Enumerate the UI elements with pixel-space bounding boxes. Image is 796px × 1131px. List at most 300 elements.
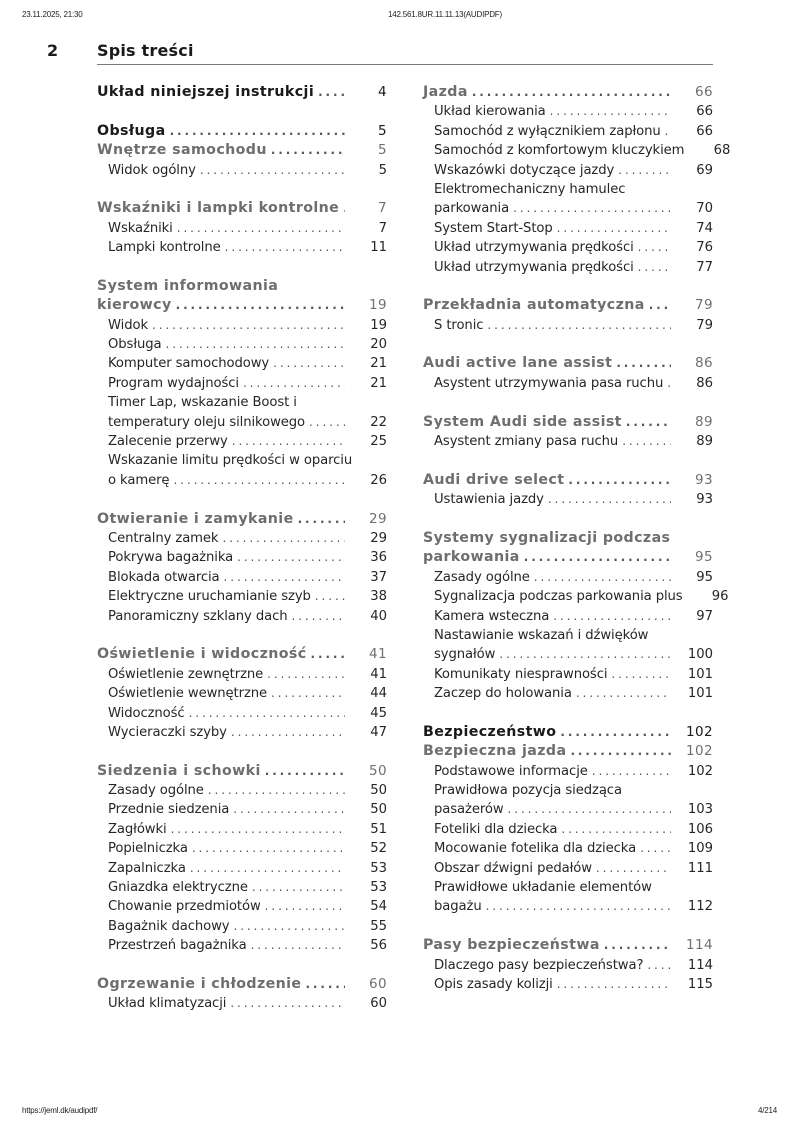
toc-leader-dots: [171, 820, 345, 839]
toc-entry-title: Program wydajności: [108, 375, 239, 391]
toc-section-entry[interactable]: [423, 413, 713, 432]
toc-entry-page: 101: [687, 666, 713, 682]
toc-entry-page: 54: [370, 899, 387, 915]
toc-entry-page: 7: [378, 200, 387, 217]
toc-item-entry[interactable]: [423, 102, 713, 121]
toc-leader-dots: [622, 432, 671, 451]
toc-entry-page: 51: [370, 821, 387, 837]
toc-entry-page: 77: [696, 259, 713, 275]
toc-entry-page: 7: [378, 220, 387, 236]
toc-item-entry[interactable]: [423, 180, 713, 199]
toc-entry-page: 44: [370, 686, 387, 702]
toc-entry-title: temperatury oleju silnikowego: [108, 414, 306, 430]
toc-item-entry[interactable]: [97, 820, 387, 839]
toc-section-entry[interactable]: [423, 83, 713, 102]
toc-leader-dots: [513, 199, 671, 218]
toc-entry-page: 100: [687, 647, 713, 663]
toc-entry-page: 36: [370, 550, 387, 566]
toc-entry-title: Układ kierowania: [434, 104, 546, 120]
toc-item-entry[interactable]: [97, 800, 387, 819]
toc-entry-page: 47: [370, 724, 387, 740]
toc-entry-title: Siedzenia i schowki: [97, 762, 261, 779]
toc-leader-dots: [557, 219, 671, 238]
toc-leader-dots: [550, 102, 671, 121]
toc-item-entry[interactable]: [97, 878, 387, 897]
toc-leader-dots: [318, 83, 345, 102]
toc-entry-title: Widok ogólny: [108, 162, 196, 178]
toc-entry-title: Blokada otwarcia: [108, 569, 220, 585]
toc-leader-dots: [232, 432, 345, 451]
toc-item-entry[interactable]: [97, 161, 387, 180]
toc-entry-title: Prawidłowe układanie elementów: [434, 880, 652, 896]
toc-entry-page: 96: [711, 589, 729, 605]
toc-item-entry[interactable]: [97, 684, 387, 703]
toc-entry-title: Gniazdka elektryczne: [108, 880, 248, 896]
toc-entry-page: 5: [378, 122, 387, 139]
toc-entry-title: Lampki kontrolne: [108, 240, 221, 256]
toc-item-entry[interactable]: [423, 878, 713, 897]
toc-entry-page: 45: [370, 705, 387, 721]
toc-leader-dots: [487, 316, 671, 335]
toc-section-entry[interactable]: [97, 510, 387, 529]
toc-entry-page: 22: [370, 414, 387, 430]
toc-entry-title: Wskazanie limitu prędkości w oparciu: [108, 453, 353, 469]
toc-spacer: [97, 742, 387, 761]
toc-entry-page: 114: [686, 937, 713, 954]
toc-entry-title: bagażu: [434, 899, 482, 915]
toc-left-column: [97, 83, 387, 1014]
toc-leader-dots: [499, 645, 671, 664]
toc-leader-dots: [553, 607, 671, 626]
toc-entry-page: 111: [687, 860, 713, 876]
toc-entry-title: Zaczep do holowania: [434, 686, 572, 702]
toc-item-entry[interactable]: [423, 975, 713, 994]
toc-entry-title: sygnałów: [434, 647, 496, 663]
toc-entry-page: 115: [687, 976, 713, 992]
toc-entry-title: o kamerę: [108, 472, 170, 488]
toc-item-entry[interactable]: [423, 587, 729, 606]
print-document-id: 142.561.8UR.11.11.13(AUDIPDF): [388, 10, 502, 19]
toc-leader-dots: [508, 800, 671, 819]
toc-entry-page: 79: [696, 317, 713, 333]
toc-item-entry[interactable]: [423, 568, 713, 587]
toc-entry-title: Widok: [108, 317, 148, 333]
toc-section-entry[interactable]: [423, 742, 713, 761]
toc-item-entry[interactable]: [97, 451, 387, 470]
toc-entry-title: pasażerów: [434, 802, 504, 818]
toc-leader-dots: [298, 510, 345, 529]
toc-item-entry[interactable]: [423, 956, 713, 975]
toc-entry-title: Pokrywa bagażnika: [108, 550, 234, 566]
toc-leader-dots: [176, 296, 345, 315]
toc-spacer: [423, 335, 713, 354]
toc-leader-dots: [252, 878, 345, 897]
toc-entry-title: Komputer samochodowy: [108, 356, 270, 372]
toc-leader-dots: [224, 568, 345, 587]
toc-entry-title: parkowania: [423, 549, 520, 566]
toc-item-entry[interactable]: [423, 141, 731, 160]
toc-item-entry[interactable]: [97, 548, 387, 567]
toc-section-entry[interactable]: [97, 762, 387, 781]
toc-section-entry[interactable]: [97, 277, 387, 296]
toc-leader-dots: [243, 374, 345, 393]
print-url[interactable]: https://jeml.dk/audipdf/: [22, 1106, 98, 1115]
toc-section-entry[interactable]: [97, 645, 387, 664]
toc-spacer: [97, 956, 387, 975]
toc-item-entry[interactable]: [423, 897, 713, 916]
toc-leader-dots: [557, 975, 671, 994]
toc-entry-page: 60: [369, 975, 387, 992]
toc-entry-page: 50: [370, 783, 387, 799]
toc-entry-page: 21: [370, 356, 387, 372]
toc-spacer: [423, 393, 713, 412]
toc-entry-page: 52: [370, 841, 387, 857]
toc-item-entry[interactable]: [97, 607, 387, 626]
toc-leader-dots: [237, 548, 345, 567]
toc-section-entry[interactable]: [423, 471, 713, 490]
toc-leader-dots: [618, 161, 671, 180]
toc-entry-title: Podstawowe informacje: [434, 763, 588, 779]
toc-entry-title: System Audi side assist: [423, 413, 622, 430]
toc-entry-title: Obsługa: [108, 337, 162, 353]
toc-leader-dots: [665, 122, 671, 141]
toc-leader-dots: [273, 354, 345, 373]
toc-leader-dots: [271, 141, 345, 160]
toc-entry-title: Asystent zmiany pasa ruchu: [434, 434, 619, 450]
toc-entry-title: Panoramiczny szklany dach: [108, 608, 288, 624]
toc-item-entry[interactable]: [97, 316, 387, 335]
toc-leader-dots: [165, 335, 345, 354]
toc-leader-dots: [267, 665, 345, 684]
toc-leader-dots: [548, 490, 671, 509]
toc-spacer: [423, 917, 713, 936]
toc-leader-dots: [592, 762, 671, 781]
toc-item-entry[interactable]: [423, 839, 713, 858]
toc-entry-page: 50: [370, 802, 387, 818]
toc-item-entry[interactable]: [423, 665, 713, 684]
toc-item-entry[interactable]: [423, 607, 713, 626]
toc-entry-title: Zagłówki: [108, 821, 167, 837]
toc-entry-title: Wskaźniki i lampki kontrolne: [97, 200, 340, 217]
toc-entry-page: 102: [686, 723, 713, 740]
toc-entry-title: Foteliki dla dziecka: [434, 821, 558, 837]
toc-leader-dots: [315, 587, 345, 606]
toc-entry-page: 19: [369, 297, 387, 314]
toc-leader-dots: [231, 723, 345, 742]
toc-entry-page: 103: [687, 802, 713, 818]
toc-entry-title: S tronic: [434, 317, 484, 333]
toc-spacer: [97, 102, 387, 121]
toc-item-entry[interactable]: [423, 122, 713, 141]
toc-leader-dots: [611, 665, 671, 684]
toc-entry-page: 5: [378, 162, 387, 178]
toc-leader-dots: [230, 994, 345, 1013]
toc-entry-page: 95: [695, 549, 713, 566]
toc-leader-dots: [173, 471, 345, 490]
toc-entry-title: System informowania: [97, 277, 279, 294]
toc-section-entry[interactable]: [97, 199, 387, 218]
toc-item-entry[interactable]: [97, 781, 387, 800]
toc-leader-dots: [311, 645, 345, 664]
toc-entry-title: Oświetlenie wewnętrzne: [108, 686, 268, 702]
toc-item-entry[interactable]: [97, 219, 387, 238]
toc-entry-page: 11: [370, 240, 387, 256]
toc-entry-page: 55: [370, 918, 387, 934]
toc-item-entry[interactable]: [97, 432, 387, 451]
toc-leader-dots: [568, 471, 671, 490]
toc-entry-page: 66: [696, 104, 713, 120]
toc-entry-title: Elektryczne uruchamianie szyb: [108, 589, 311, 605]
toc-entry-page: 76: [696, 240, 713, 256]
toc-entry-title: Ogrzewanie i chłodzenie: [97, 975, 302, 992]
toc-item-entry[interactable]: [423, 490, 713, 509]
toc-item-entry[interactable]: [423, 820, 713, 839]
toc-section-entry[interactable]: [423, 936, 713, 955]
toc-leader-dots: [560, 723, 671, 742]
toc-entry-page: 19: [370, 317, 387, 333]
toc-entry-title: Audi active lane assist: [423, 355, 613, 372]
toc-entry-title: Timer Lap, wskazanie Boost i: [108, 395, 297, 411]
toc-entry-page: 109: [687, 841, 713, 857]
toc-entry-page: 66: [695, 84, 713, 100]
toc-entry-page: 114: [687, 957, 713, 973]
toc-entry-page: 29: [369, 510, 387, 527]
toc-leader-dots: [233, 800, 345, 819]
toc-entry-title: kierowcy: [97, 297, 172, 314]
toc-entry-title: Prawidłowa pozycja siedząca: [434, 783, 622, 799]
toc-entry-title: Wskazówki dotyczące jazdy: [434, 162, 615, 178]
toc-item-entry[interactable]: [97, 704, 387, 723]
toc-item-entry[interactable]: [97, 994, 387, 1013]
toc-entry-title: Układ klimatyzacji: [108, 996, 227, 1012]
toc-entry-title: Audi drive select: [423, 471, 565, 488]
toc-entry-title: Popielniczka: [108, 841, 188, 857]
toc-spacer: [423, 277, 713, 296]
toc-entry-page: 4: [378, 84, 387, 100]
toc-entry-title: Chowanie przedmiotów: [108, 899, 261, 915]
page-number: 2: [47, 41, 59, 60]
toc-leader-dots: [177, 219, 345, 238]
toc-entry-page: 37: [370, 569, 387, 585]
toc-chapter-entry[interactable]: [423, 723, 713, 742]
toc-item-entry[interactable]: [97, 393, 387, 412]
toc-entry-page: 102: [687, 763, 713, 779]
toc-leader-dots: [486, 897, 671, 916]
toc-item-entry[interactable]: [97, 587, 387, 606]
toc-leader-dots: [343, 199, 345, 218]
toc-entry-title: Zalecenie przerwy: [108, 434, 228, 450]
toc-entry-page: 89: [695, 413, 713, 430]
toc-entry-title: Ustawienia jazdy: [434, 492, 544, 508]
page-title: Spis treści: [97, 41, 194, 60]
toc-leader-dots: [208, 781, 345, 800]
toc-item-entry[interactable]: [423, 219, 713, 238]
toc-item-entry[interactable]: [423, 374, 713, 393]
toc-entry-page: 93: [695, 471, 713, 488]
toc-entry-title: Bagażnik dachowy: [108, 918, 230, 934]
print-page-counter: 4/214: [758, 1106, 778, 1115]
toc-leader-dots: [570, 742, 671, 761]
toc-item-entry[interactable]: [423, 432, 713, 451]
toc-entry-title: Komunikaty niesprawności: [434, 666, 608, 682]
toc-leader-dots: [667, 374, 671, 393]
toc-entry-page: 101: [687, 686, 713, 702]
toc-item-entry[interactable]: [97, 568, 387, 587]
toc-leader-dots: [638, 258, 671, 277]
toc-entry-page: 70: [696, 201, 713, 217]
toc-item-entry[interactable]: [97, 529, 387, 548]
toc-item-entry[interactable]: [97, 839, 387, 858]
toc-section-entry[interactable]: [423, 529, 713, 548]
toc-entry-page: 25: [370, 434, 387, 450]
toc-entry-title: Otwieranie i zamykanie: [97, 510, 294, 527]
toc-entry-page: 53: [370, 880, 387, 896]
toc-leader-dots: [604, 936, 671, 955]
toc-entry-title: System Start-Stop: [434, 220, 553, 236]
toc-item-entry[interactable]: [423, 161, 713, 180]
toc-entry-title: Nastawianie wskazań i dźwięków: [434, 627, 649, 643]
toc-entry-title: Układ niniejszej instrukcji: [97, 84, 315, 100]
toc-leader-dots: [305, 975, 345, 994]
toc-item-entry[interactable]: [97, 936, 387, 955]
header-rule: [97, 64, 713, 65]
toc-entry-title: Obszar dźwigni pedałów: [434, 860, 592, 876]
toc-leader-dots: [265, 762, 345, 781]
toc-section-entry[interactable]: [423, 354, 713, 373]
toc-entry-page: 38: [370, 589, 387, 605]
toc-entry-page: 86: [696, 375, 713, 391]
toc-leader-dots: [200, 161, 345, 180]
toc-entry-page: 53: [370, 860, 387, 876]
toc-leader-dots: [649, 296, 671, 315]
toc-entry-title: Samochód z wyłącznikiem zapłonu: [434, 123, 661, 139]
toc-leader-dots: [638, 238, 671, 257]
toc-entry-title: Bezpieczna jazda: [423, 743, 567, 760]
toc-item-entry[interactable]: [97, 917, 387, 936]
toc-leader-dots: [292, 607, 346, 626]
toc-section-entry[interactable]: [97, 975, 387, 994]
toc-entry-title: Mocowanie fotelika dla dziecka: [434, 841, 637, 857]
toc-spacer: [423, 451, 713, 470]
toc-entry-title: Zasady ogólne: [108, 783, 204, 799]
toc-item-entry[interactable]: [97, 897, 387, 916]
toc-leader-dots: [309, 413, 345, 432]
toc-entry-title: Systemy sygnalizacji podczas: [423, 529, 671, 546]
toc-entry-page: 106: [687, 821, 713, 837]
toc-entry-page: 40: [370, 608, 387, 624]
toc-entry-title: Jazda: [423, 84, 468, 100]
toc-item-entry[interactable]: [97, 238, 387, 257]
toc-spacer: [97, 490, 387, 509]
toc-entry-title: Przednie siedzenia: [108, 802, 230, 818]
toc-chapter-entry[interactable]: [97, 83, 387, 102]
toc-entry-title: Pasy bezpieczeństwa: [423, 937, 600, 954]
toc-entry-page: 95: [696, 569, 713, 585]
toc-item-entry[interactable]: [423, 859, 713, 878]
toc-right-column: [423, 83, 731, 994]
toc-item-entry[interactable]: [423, 684, 713, 703]
toc-entry-page: 41: [370, 666, 387, 682]
toc-entry-page: 41: [369, 646, 387, 663]
toc-item-entry[interactable]: [423, 645, 713, 664]
toc-entry-page: 56: [370, 938, 387, 954]
toc-leader-dots: [640, 839, 671, 858]
toc-spacer: [97, 180, 387, 199]
toc-item-entry[interactable]: [97, 335, 387, 354]
toc-entry-page: 86: [695, 355, 713, 372]
toc-leader-dots: [222, 529, 345, 548]
toc-item-entry[interactable]: [97, 413, 387, 432]
toc-entry-title: Zasady ogólne: [434, 569, 530, 585]
toc-entry-page: 89: [696, 434, 713, 450]
toc-leader-dots: [170, 122, 345, 141]
toc-leader-dots: [271, 684, 345, 703]
toc-chapter-entry[interactable]: [97, 122, 387, 141]
toc-item-entry[interactable]: [97, 354, 387, 373]
toc-item-entry[interactable]: [97, 471, 387, 490]
toc-section-entry[interactable]: [97, 296, 387, 315]
toc-item-entry[interactable]: [97, 665, 387, 684]
toc-item-entry[interactable]: [423, 781, 713, 800]
toc-entry-title: Zapalniczka: [108, 860, 186, 876]
toc-entry-title: Układ utrzymywania prędkości: [434, 240, 634, 256]
toc-leader-dots: [616, 354, 671, 373]
toc-entry-page: 21: [370, 375, 387, 391]
toc-item-entry[interactable]: [97, 374, 387, 393]
toc-entry-page: 29: [370, 530, 387, 546]
toc-entry-title: Wycieraczki szyby: [108, 724, 227, 740]
toc-entry-page: 66: [696, 123, 713, 139]
toc-leader-dots: [152, 316, 345, 335]
toc-section-entry[interactable]: [97, 141, 387, 160]
toc-entry-title: Opis zasady kolizji: [434, 976, 553, 992]
toc-leader-dots: [647, 956, 671, 975]
toc-entry-title: Wnętrze samochodu: [97, 142, 267, 159]
toc-item-entry[interactable]: [423, 626, 713, 645]
toc-item-entry[interactable]: [423, 238, 713, 257]
toc-entry-title: Przekładnia automatyczna: [423, 297, 645, 314]
toc-item-entry[interactable]: [423, 258, 713, 277]
toc-entry-title: Kamera wsteczna: [434, 608, 550, 624]
toc-item-entry[interactable]: [423, 316, 713, 335]
toc-entry-title: Bezpieczeństwo: [423, 723, 557, 740]
toc-entry-title: Asystent utrzymywania pasa ruchu: [434, 375, 664, 391]
toc-section-entry[interactable]: [423, 548, 713, 567]
toc-item-entry[interactable]: [423, 800, 713, 819]
toc-leader-dots: [190, 859, 345, 878]
toc-leader-dots: [626, 413, 671, 432]
toc-item-entry[interactable]: [97, 859, 387, 878]
toc-leader-dots: [561, 820, 671, 839]
toc-entry-page: 69: [696, 162, 713, 178]
toc-leader-dots: [233, 917, 345, 936]
toc-leader-dots: [472, 83, 671, 102]
toc-section-entry[interactable]: [423, 296, 713, 315]
toc-entry-title: Elektromechaniczny hamulec: [434, 181, 626, 197]
toc-entry-page: 93: [696, 492, 713, 508]
toc-leader-dots: [189, 704, 345, 723]
toc-entry-page: 5: [378, 142, 387, 159]
toc-entry-page: 26: [370, 472, 387, 488]
print-datetime: 23.11.2025, 21:30: [22, 10, 83, 19]
toc-entry-title: Sygnalizacja podczas parkowania plus: [434, 589, 683, 605]
toc-leader-dots: [192, 839, 345, 858]
toc-spacer: [97, 626, 387, 645]
toc-item-entry[interactable]: [423, 762, 713, 781]
toc-entry-page: 79: [695, 297, 713, 314]
toc-item-entry[interactable]: [423, 199, 713, 218]
toc-item-entry[interactable]: [97, 723, 387, 742]
